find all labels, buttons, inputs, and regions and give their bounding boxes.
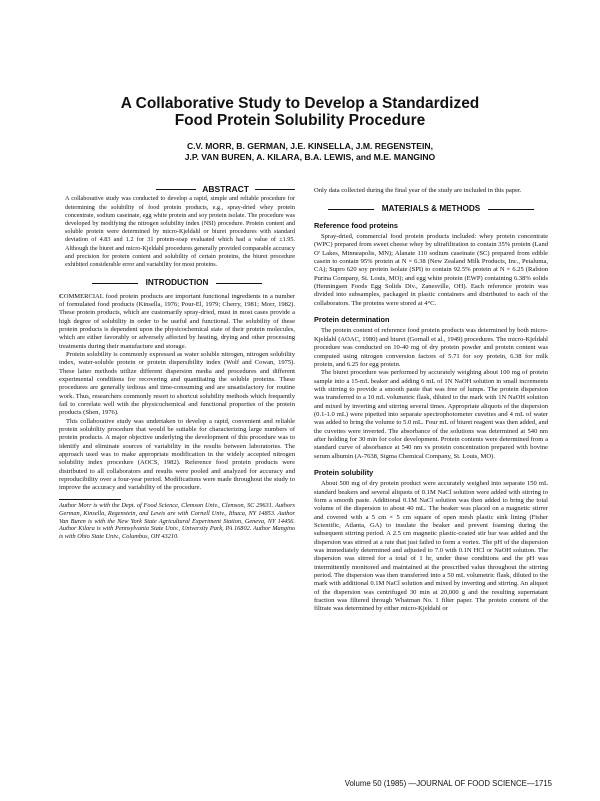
methods-rule-right	[488, 209, 534, 210]
methods-heading-text: MATERIALS & METHODS	[381, 204, 481, 214]
article-title	[90, 95, 510, 129]
intro-paragraph-1: COMMERCIAL food protein products are important functional ingredients in a number of formulated food products (Kinsella, 1976; Pour-El, 1979; Cherry, 1981; Morr, 1982). These protein products, which are customarily spray-dried, must in most cases provide a high degree of solubility in order to be useful and functional. The solubility of these protein products is dependent upon the physicochemical state of their protein molecules, which are either favorably or adversely affected by heating, drying and other processing treatments during their manufacture and storage.	[59, 292, 295, 350]
abstract-rule-left	[156, 189, 196, 190]
left-column	[59, 184, 295, 541]
abstract-rule-right	[255, 189, 295, 190]
intro-rule-right	[216, 283, 262, 284]
page-footer	[340, 779, 552, 788]
protein-solubility-heading: Protein solubility	[314, 467, 374, 477]
abstract-text: A collaborative study was conducted to develop a rapid, simple and reliable procedure for determining the solubility of food protein products, e.g., spray-dried whey protein concentrate, sodium caseinate, egg white protein and soy protein isolate. The procedure was developed by modifying the nitrogen solubility index (NSI) procedure. Protein content and soluble protein were determined by micro-Kjeldahl or biuret procedures with standard deviation of 4.83 and 1.2 for 31 protein-soap evaluated which had a value of ±1.95. Although the biuret and micro-Kjeldahl procedures generally provided comparable accuracy and precision for protein content and solubility of certain proteins, the biuret procedure exhibited considerable error and variability for most proteins.	[65, 195, 295, 268]
footer-journal: —JOURNAL OF FOOD SCIENCE—	[408, 779, 535, 788]
title-line-1: A Collaborative Study to Develop a Standardized	[120, 95, 480, 112]
protein-determination-p2: The biuret procedure was performed by accurately weighing about 100 mg of protein sample into a 15-mL beaker and adding 6 mL of 1N NaOH solution in small increments with stirring to provide a smooth paste that was free of lumps. The protein dispersion was transferred to a 10 mL volumetric flask, diluted to the mark with 1N NaOH solution and mixed by inverting and stirring several times. Appropriate aliquots of the dispersion (0.1-1.0 mL) were pipetted into separate spectrophotometer cuvettes and 4 mL of water was added to bring the volume to 5.0 mL. Four mL of biuret reagent was then added, and the cuvettes were inverted. The absorbance of the solutions was determined at 540 nm after holding for 30 min for color development. Protein contents were determined from a standard curve of absorbance at 540 nm vs protein concentration prepared with bovine serum albumin (A-7638, Sigma Chemical Company, St. Louis, MO).	[314, 369, 548, 460]
introduction-heading-text: INTRODUCTION	[145, 278, 209, 288]
author-list	[130, 141, 490, 162]
protein-determination-heading: Protein determination	[314, 315, 390, 325]
authors-line-2: J.P. VAN BUREN, A. KILARA, B.A. LEWIS, and M.E. MANGINO	[184, 151, 436, 162]
introduction-heading	[59, 279, 295, 287]
intro-paragraph-3: This collaborative study was undertaken to develop a rapid, convenient and reliable protein solubility procedure that would be suitable for characterizing large numbers of protein products. A major objective underlying the development of this procedure was to identify and eliminate sources of variability in the results between laboratories. The approach used was to make appropriate modification in the widely accepted nitrogen solubility index procedure (AOCS, 1982). Reference food protein products were distributed to all collaborators and results were pooled and analyzed for accuracy and reproducibility over a four-year period. Modifications were made throughout the study to improve the accuracy and variability of the procedure.	[59, 417, 295, 492]
reference-proteins-text: Spray-dried, commercial food protein products included: whey protein concentrate (WPC) prepared from sweet cheese whey by ultrafiltration to contain 35% protein (Land O' Lakes, Minneapolis, MN); Alanate 110 sodium caseinate (SC) prepared from edible casein to contain 95% protein at N × 6.38 (New Zealand Milk Products, Inc., Petaluma, CA); Supro 620 soy protein isolate (SPI) to contain 92.5% protein at N × 6.25 (Ralston Purina Company, St. Louis, MO); and egg white protein (EWP) containing 6.38% solids (Henningsen Foods Egg Solids Div., Zanesville, OH). Each reference protein was divided into subsamples, packaged in plastic containers and distributed to each of the collaborators. The proteins were stored at 4°C.	[314, 233, 548, 307]
abstract-body	[59, 195, 295, 269]
intro-rule-left	[92, 283, 138, 284]
right-column	[314, 187, 548, 614]
methods-heading	[314, 205, 548, 213]
title-line-2: Food Protein Solubility Procedure	[174, 112, 426, 129]
methods-rule-left	[328, 209, 374, 210]
intro-paragraph-2: Protein solubility is commonly expressed as water soluble nitrogen, nitrogen solubility index, water-soluble protein or protein dispersibility index (Wolf and Cowan, 1975). These latter methods utilize different dispersion media and procedures and different experimental conditions for recovering and quantitating the soluble proteins. These procedures are generally tedious and time-consuming and are unsatisfactory for routine work. Thus, researchers commonly resort to shortcut solubility methods which frequently fail to correlate well with the physicochemical and functional properties of the protein products (Shen, 1976).	[59, 350, 295, 417]
footer-page-number: 1715	[534, 779, 552, 788]
authors-line-1: C.V. MORR, B. GERMAN, J.E. KINSELLA, J.M. REGENSTEIN,	[186, 141, 434, 151]
reference-proteins-heading: Reference food proteins	[314, 220, 398, 230]
protein-determination-p1: The protein content of reference food protein products was determined by both micro-Kjeldahl (AOAC, 1980) and biuret (Gornall et al., 1949) procedures. The micro-Kjeldahl procedure was conducted on 10-40 mg of dry protein powder and protein content was computed using nitrogen conversion factors of 5.71 for soy protein, 6.38 for milk protein, and 6.25 for egg protein.	[314, 327, 548, 368]
abstract-heading-text: ABSTRACT	[202, 184, 249, 194]
footnote-rule	[59, 499, 121, 500]
abstract-heading	[59, 185, 295, 193]
protein-solubility-text: About 500 mg of dry protein product were accurately weighed into separate 150 mL standard beakers and several aliquots of 0.1M NaCl solution were added with stirring to form a smooth paste. Additional 0.1M NaCl solution was then added to bring the total volume of the dispersion to about 40 mL. The beaker was placed on a magnetic stirrer and covered with a 5 cm × 5 cm square of open mesh plastic sink lining (Fisher Scientific, Atlanta, GA) to insulate the beaker and prevent foaming during the subsequent stirring period. A 2.5 cm magnetic plastic-coated stir bar was added and the dispersion was stirred at a rate that just failed to form a vortex. The pH of the dispersion was immediately determined and adjusted to 7.0 with 0.1N HCl or NaOH solution. The dispersion was stirred for a total of 1 hr, under these conditions and the pH was intermittently monitored and maintained at the prescribed value throughout the stirring period. The dispersion was then transferred into a 50 mL volumetric flask, diluted to the mark with additional 0.1M NaCl solution and mixed by inverting and stirring. An aliquot of the dispersion was centrifuged 30 min at 20,000 g and the resulting supernatant fraction was filtered through Whatman No. 1 filter paper. The protein content of the filtrate was determined by either micro-Kjeldahl or	[314, 480, 548, 613]
footer-volume: Volume 50 (1985)	[344, 779, 407, 788]
author-affiliation-footnote: Author Morr is with the Dept. of Food Science, Clemson Univ., Clemson, SC 29631. Authors German, Kinsella, Regenstein, and Lewis are with Cornell Univ., Ithaca, NY 14853. Author Van Buren is with the New York State Agricultural Experiment Station, Geneva, NY 14456. Author Kilara is with Pennsylvania State Univ., University Park, PA 16802. Author Mangino is with Ohio State Univ., Columbus, OH 43210.	[59, 501, 295, 541]
intro-continuation: Only data collected during the final year of the study are included in this paper.	[314, 187, 522, 194]
